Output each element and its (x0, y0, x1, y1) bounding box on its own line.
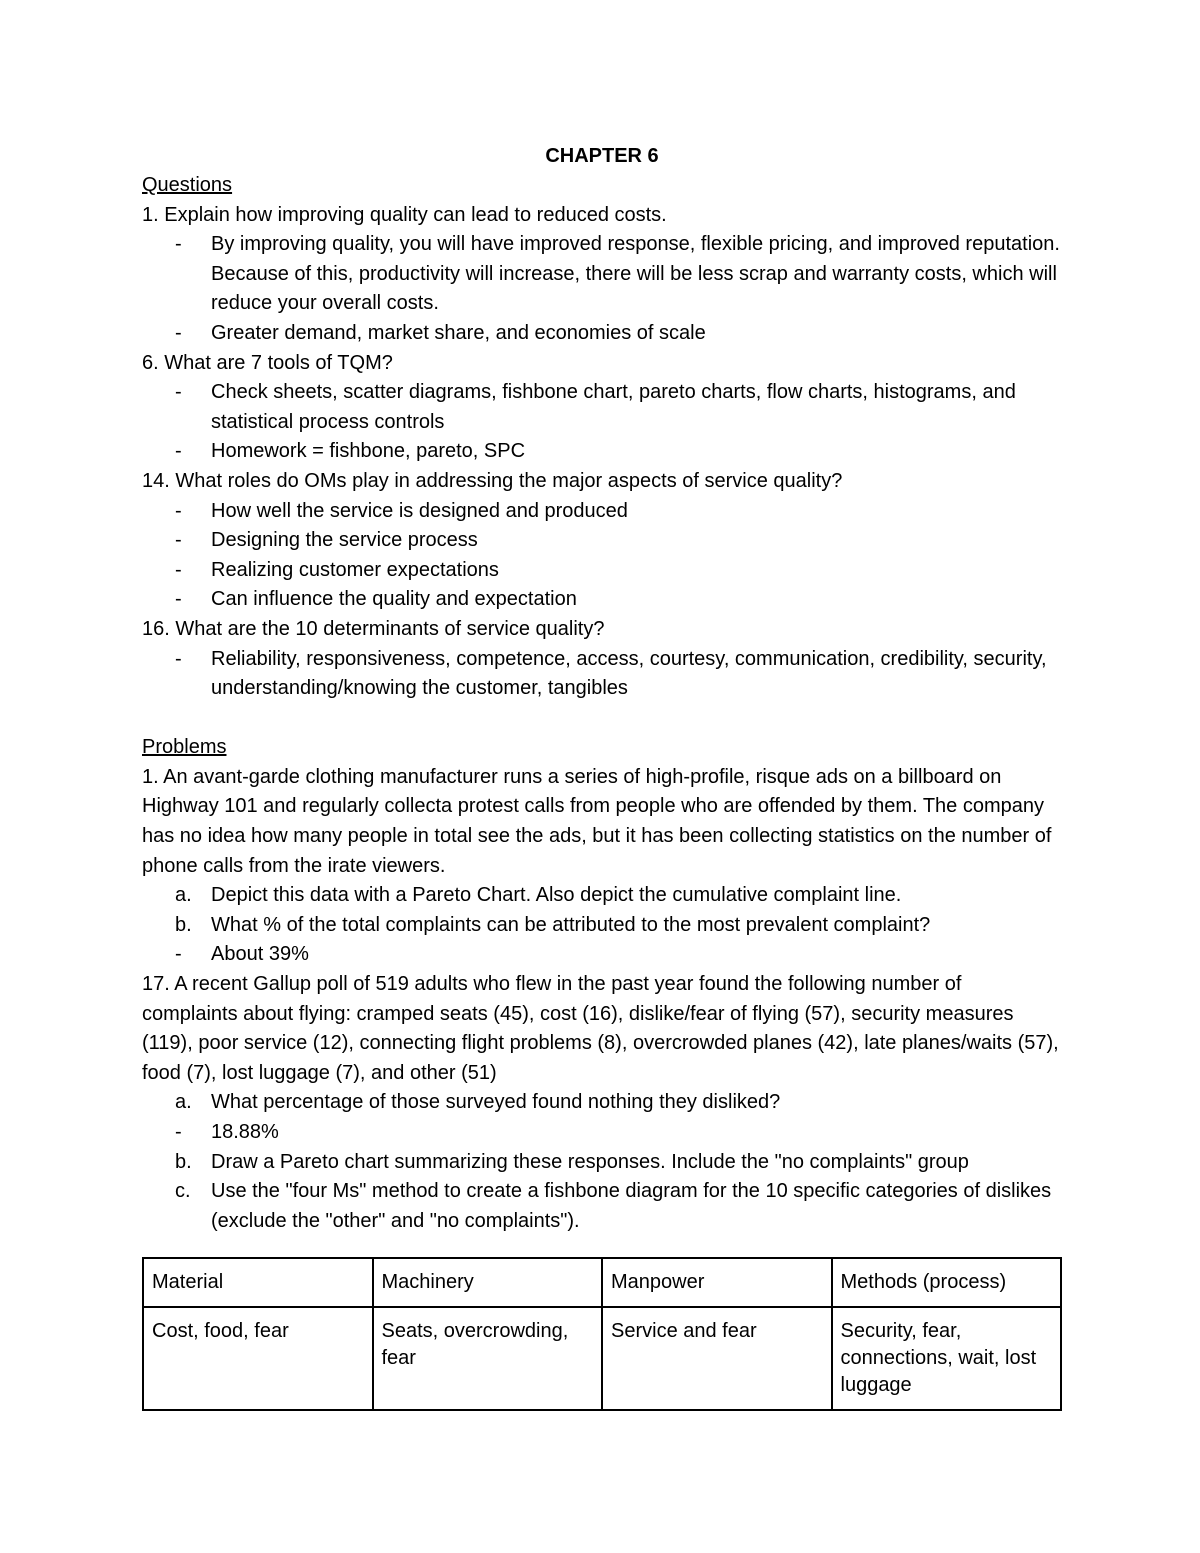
list-item (142, 645, 1062, 704)
table-cell: Security, fear, connections, wait, lost luggage (832, 1307, 1062, 1410)
list-item (142, 437, 1062, 467)
table-header-cell: Material (143, 1258, 373, 1307)
list-item (142, 585, 1062, 615)
spacer (142, 704, 1062, 734)
list-item (142, 556, 1062, 586)
four-ms-table (142, 1257, 1062, 1411)
answer-text: Designing the service process (211, 529, 478, 552)
answer-text: Greater demand, market share, and economies of scale (211, 321, 706, 344)
sub-question-text: What percentage of those surveyed found nothing they disliked? (211, 1091, 781, 1114)
list-item (142, 911, 1062, 941)
list-item (142, 526, 1062, 556)
problem-1: 1. An avant-garde clothing manufacturer runs a series of high-profile, risque ads on a billboard on Highway 101 and regularly collecta protest calls from people who are offended by them. The company has no idea how many people in total see the ads, but it has been collecting statistics on the number of phone calls from the irate viewers. (142, 765, 1052, 877)
question-1: 1. Explain how improving quality can lead to reduced costs. (142, 203, 667, 226)
letter-marker-a: a. (175, 884, 192, 907)
table-header-cell: Manpower (602, 1258, 832, 1307)
dash-marker: - (175, 943, 182, 966)
answer-text: About 39% (211, 943, 309, 966)
document-page (142, 141, 1062, 1411)
answer-text: Reliability, responsiveness, competence, access, courtesy, communication, credibility, security, understanding/knowing the customer, tangibles (211, 647, 1047, 700)
dash-marker: - (175, 647, 182, 670)
table-row (143, 1307, 1061, 1410)
list-item (142, 940, 1062, 970)
letter-marker-b: b. (175, 913, 192, 936)
list-item (142, 378, 1062, 437)
table-header-cell: Machinery (373, 1258, 603, 1307)
sub-question-text: What % of the total complaints can be attributed to the most prevalent complaint? (211, 913, 931, 936)
question-16: 16. What are the 10 determinants of service quality? (142, 617, 605, 640)
table-cell: Service and fear (602, 1307, 832, 1410)
questions-heading: Questions (142, 174, 233, 196)
sub-question-text: Draw a Pareto chart summarizing these responses. Include the "no complaints" group (211, 1150, 969, 1173)
letter-marker-a: a. (175, 1091, 192, 1114)
dash-marker: - (175, 529, 182, 552)
answer-text: 18.88% (211, 1121, 279, 1143)
dash-marker: - (175, 381, 182, 404)
dash-marker: - (175, 233, 182, 256)
problems-heading: Problems (142, 736, 227, 759)
answer-text: Realizing customer expectations (211, 558, 499, 581)
dash-marker: - (175, 321, 182, 344)
answer-text: How well the service is designed and produced (211, 499, 628, 522)
list-item (142, 881, 1062, 911)
list-item (142, 497, 1062, 527)
table-header-cell: Methods (process) (832, 1258, 1062, 1307)
letter-marker-c: c. (175, 1180, 191, 1203)
list-item (142, 1118, 1062, 1148)
question-6: 6. What are 7 tools of TQM? (142, 351, 393, 374)
table-cell: Seats, overcrowding, fear (373, 1307, 603, 1410)
list-item (142, 1088, 1062, 1118)
list-item (142, 230, 1062, 319)
table-header-row (143, 1258, 1061, 1307)
question-14: 14. What roles do OMs play in addressing the major aspects of service quality? (142, 469, 843, 492)
answer-text: Can influence the quality and expectation (211, 588, 577, 611)
table-cell: Cost, food, fear (143, 1307, 373, 1410)
dash-marker: - (175, 588, 182, 611)
sub-question-text: Depict this data with a Pareto Chart. Also depict the cumulative complaint line. (211, 884, 902, 907)
list-item (142, 319, 1062, 349)
problem-17: 17. A recent Gallup poll of 519 adults who flew in the past year found the following number of complaints about flying: cramped seats (45), cost (16), dislike/fear of flying (57), security measures (119), poor service (12), connecting flight problems (8), overcrowded planes (42), late planes/waits (57), food (7), lost luggage (7), and other (51) (142, 973, 1059, 1084)
list-item (142, 1177, 1062, 1236)
dash-marker: - (175, 558, 182, 581)
dash-marker: - (175, 499, 182, 522)
answer-text: Check sheets, scatter diagrams, fishbone chart, pareto charts, flow charts, histograms, and statistical process controls (211, 381, 1016, 433)
sub-question-text: Use the "four Ms" method to create a fishbone diagram for the 10 specific categories of dislikes (exclude the "other" and "no complaints"). (211, 1180, 1052, 1232)
letter-marker-b: b. (175, 1150, 192, 1173)
dash-marker: - (175, 1121, 182, 1143)
answer-text: Homework = fishbone, pareto, SPC (211, 440, 526, 463)
dash-marker: - (175, 440, 182, 463)
page-title: CHAPTER 6 (545, 145, 659, 167)
list-item (142, 1148, 1062, 1178)
answer-text: By improving quality, you will have improved response, flexible pricing, and improved reputation. Because of this, productivity will increase, there will be less scrap and warranty costs, which will reduce your overall costs. (211, 233, 1060, 315)
